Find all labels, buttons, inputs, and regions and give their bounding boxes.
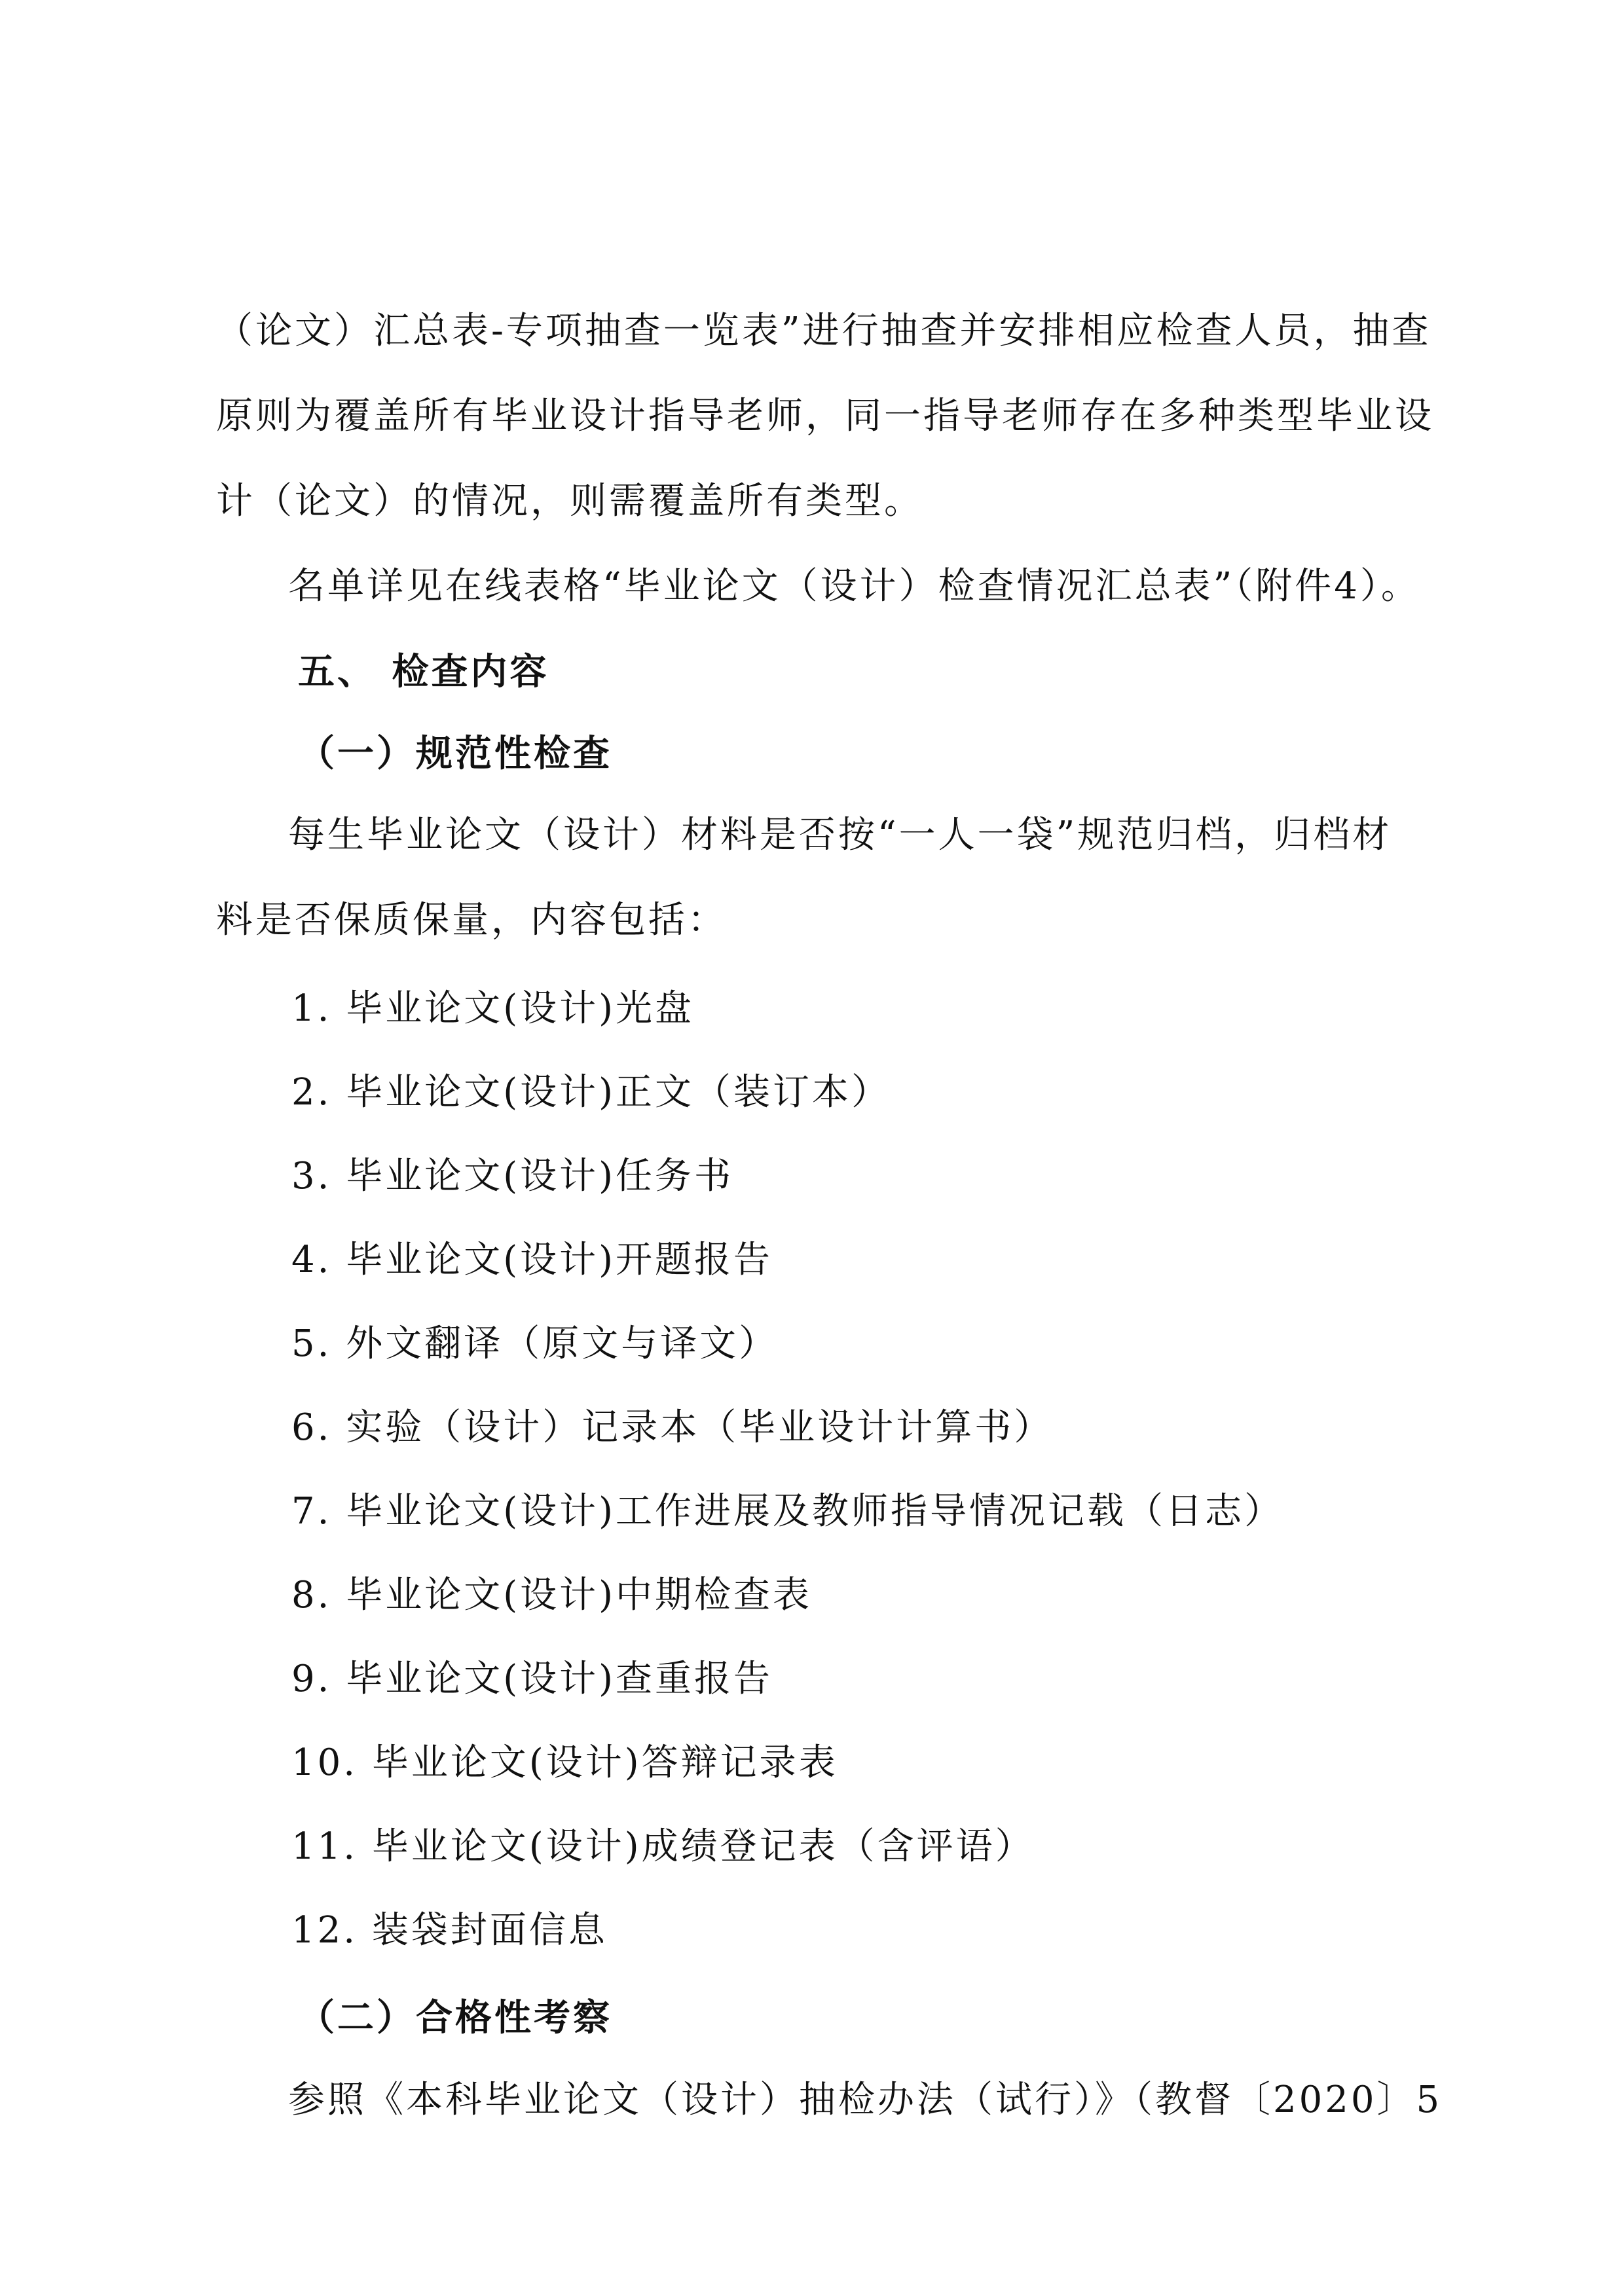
list-item <box>291 1572 812 1619</box>
list-item <box>291 1656 773 1703</box>
list-item-number: 8. <box>291 1574 332 1616</box>
subsection-heading: （一）规范性检查 <box>298 732 612 775</box>
list-item-text: 实验（设计）记录本（毕业设计计算书） <box>346 1406 1054 1449</box>
list-item <box>291 1823 1035 1870</box>
list-item <box>291 1488 1283 1535</box>
list-item <box>291 1153 733 1200</box>
paragraph-line: 每生毕业论文（设计）材料是否按“一人一袋”规范归档，归档材 <box>288 814 1392 856</box>
list-item <box>291 1069 891 1116</box>
list-item-number: 5. <box>291 1322 332 1365</box>
list-item-text: 毕业论文(设计)开题报告 <box>346 1239 773 1281</box>
list-item <box>291 985 694 1032</box>
list-item-number: 1. <box>291 987 332 1030</box>
list-item <box>291 1740 838 1787</box>
list-item-text: 毕业论文(设计)正文（装订本） <box>346 1071 891 1114</box>
list-item-number: 9. <box>291 1658 332 1700</box>
paragraph-line: 计（论文）的情况，则需覆盖所有类型。 <box>216 480 923 522</box>
list-item-text: 毕业论文(设计)成绩登记表（含评语） <box>371 1825 1035 1868</box>
list-item-number: 11. <box>291 1825 358 1868</box>
list-item-text: 装袋封面信息 <box>371 1909 608 1952</box>
list-item <box>291 1907 608 1954</box>
list-item-number: 2. <box>291 1071 332 1114</box>
list-item-number: 7. <box>291 1490 332 1533</box>
list-item-number: 10. <box>291 1741 358 1784</box>
list-item-text: 毕业论文(设计)光盘 <box>346 987 694 1030</box>
paragraph-line: 原则为覆盖所有毕业设计指导老师，同一指导老师存在多种类型毕业设 <box>216 395 1434 437</box>
subsection-heading: （二）合格性考察 <box>298 1996 612 2039</box>
list-item-number: 3. <box>291 1155 332 1197</box>
list-item-text: 毕业论文(设计)工作进展及教师指导情况记载（日志） <box>346 1490 1283 1533</box>
list-item-text: 毕业论文(设计)中期检查表 <box>346 1574 812 1616</box>
list-item-number: 6. <box>291 1406 332 1449</box>
paragraph-line: （论文）汇总表-专项抽查一览表”进行抽查并安排相应检查人员，抽查 <box>216 310 1431 352</box>
section-heading: 五、 检查内容 <box>298 650 549 693</box>
list-note: 名单详见在线表格“毕业论文（设计）检查情况汇总表”（附件4）。 <box>288 565 1420 608</box>
paragraph-line: 料是否保质保量，内容包括： <box>216 899 727 941</box>
list-item-number: 4. <box>291 1239 332 1281</box>
list-item-text: 毕业论文(设计)任务书 <box>346 1155 733 1197</box>
list-item <box>291 1404 1053 1451</box>
paragraph-line: 参照《本科毕业论文（设计）抽检办法（试行）》（教督〔2020〕5 <box>288 2079 1443 2121</box>
list-item-text: 毕业论文(设计)查重报告 <box>346 1658 773 1700</box>
list-item-number: 12. <box>291 1909 358 1952</box>
list-item <box>291 1321 778 1368</box>
list-item <box>291 1237 773 1284</box>
list-item-text: 外文翻译（原文与译文） <box>346 1322 779 1365</box>
list-item-text: 毕业论文(设计)答辩记录表 <box>371 1741 838 1784</box>
